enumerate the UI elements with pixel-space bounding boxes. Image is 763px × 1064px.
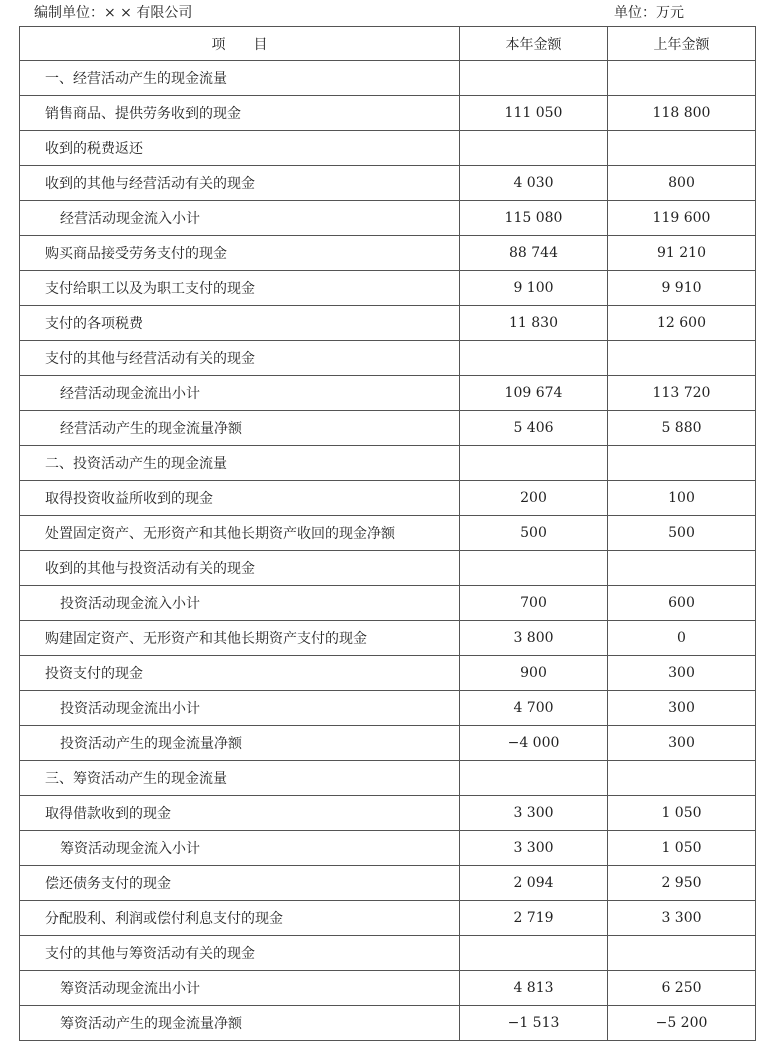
current-year-amount: 700 (460, 586, 608, 621)
table-row (20, 761, 756, 796)
previous-year-amount: 5 880 (608, 411, 756, 446)
current-year-amount: 2 719 (460, 901, 608, 936)
table-row (20, 831, 756, 866)
row-label: 取得借款收到的现金 (20, 796, 460, 831)
table-row (20, 341, 756, 376)
company-label: 编制单位：× × 有限公司 (34, 5, 193, 21)
report-header (0, 2, 763, 24)
current-year-amount: −1 513 (460, 1006, 608, 1041)
row-label: 筹资活动现金流入小计 (20, 831, 460, 866)
table-row (20, 551, 756, 586)
table-row (20, 411, 756, 446)
previous-year-amount: 300 (608, 691, 756, 726)
previous-year-amount (608, 761, 756, 796)
table-row (20, 306, 756, 341)
previous-year-amount: 1 050 (608, 796, 756, 831)
row-label: 收到的税费返还 (20, 131, 460, 166)
previous-year-amount: 12 600 (608, 306, 756, 341)
table-row (20, 866, 756, 901)
table-row (20, 796, 756, 831)
previous-year-amount (608, 936, 756, 971)
current-year-amount: 4 813 (460, 971, 608, 1006)
current-year-amount (460, 131, 608, 166)
previous-year-amount: 91 210 (608, 236, 756, 271)
current-year-amount (460, 61, 608, 96)
table-row (20, 236, 756, 271)
row-label: 投资支付的现金 (20, 656, 460, 691)
table-row (20, 96, 756, 131)
current-year-amount: 2 094 (460, 866, 608, 901)
row-label: 支付的其他与经营活动有关的现金 (20, 341, 460, 376)
current-year-amount: 500 (460, 516, 608, 551)
current-year-amount: 115 080 (460, 201, 608, 236)
table-row (20, 656, 756, 691)
row-label: 经营活动现金流出小计 (20, 376, 460, 411)
table-row (20, 376, 756, 411)
table-row (20, 131, 756, 166)
current-year-amount (460, 446, 608, 481)
previous-year-amount: 2 950 (608, 866, 756, 901)
table-header-row (20, 27, 756, 61)
row-label: 分配股利、利润或偿付利息支付的现金 (20, 901, 460, 936)
table-row (20, 516, 756, 551)
row-label: 取得投资收益所收到的现金 (20, 481, 460, 516)
current-year-amount: −4 000 (460, 726, 608, 761)
current-year-amount (460, 341, 608, 376)
previous-year-amount: 113 720 (608, 376, 756, 411)
row-label: 处置固定资产、无形资产和其他长期资产收回的现金净额 (20, 516, 460, 551)
previous-year-amount: 1 050 (608, 831, 756, 866)
previous-year-amount: −5 200 (608, 1006, 756, 1041)
column-header-previous: 上年金额 (608, 27, 756, 61)
row-label: 筹资活动产生的现金流量净额 (20, 1006, 460, 1041)
previous-year-amount (608, 131, 756, 166)
table-row (20, 726, 756, 761)
row-label: 收到的其他与投资活动有关的现金 (20, 551, 460, 586)
previous-year-amount: 119 600 (608, 201, 756, 236)
row-label: 一、经营活动产生的现金流量 (20, 61, 460, 96)
current-year-amount: 3 300 (460, 831, 608, 866)
column-header-current: 本年金额 (460, 27, 608, 61)
previous-year-amount: 100 (608, 481, 756, 516)
row-label: 购买商品接受劳务支付的现金 (20, 236, 460, 271)
current-year-amount: 4 700 (460, 691, 608, 726)
row-label: 筹资活动现金流出小计 (20, 971, 460, 1006)
row-label: 收到的其他与经营活动有关的现金 (20, 166, 460, 201)
table-row (20, 201, 756, 236)
row-label: 三、筹资活动产生的现金流量 (20, 761, 460, 796)
table-row (20, 446, 756, 481)
current-year-amount: 3 300 (460, 796, 608, 831)
table-row (20, 621, 756, 656)
previous-year-amount (608, 446, 756, 481)
previous-year-amount: 0 (608, 621, 756, 656)
row-label: 支付的其他与筹资活动有关的现金 (20, 936, 460, 971)
current-year-amount: 9 100 (460, 271, 608, 306)
previous-year-amount (608, 551, 756, 586)
table-row (20, 481, 756, 516)
previous-year-amount (608, 61, 756, 96)
table-row (20, 936, 756, 971)
previous-year-amount (608, 341, 756, 376)
previous-year-amount: 300 (608, 656, 756, 691)
row-label: 投资活动产生的现金流量净额 (20, 726, 460, 761)
table-row (20, 971, 756, 1006)
current-year-amount: 5 406 (460, 411, 608, 446)
table-row (20, 1006, 756, 1041)
row-label: 偿还债务支付的现金 (20, 866, 460, 901)
current-year-amount: 200 (460, 481, 608, 516)
previous-year-amount: 300 (608, 726, 756, 761)
current-year-amount (460, 551, 608, 586)
table-row (20, 271, 756, 306)
table-body (20, 61, 756, 1041)
column-header-item: 项 目 (20, 27, 460, 61)
previous-year-amount: 9 910 (608, 271, 756, 306)
previous-year-amount: 6 250 (608, 971, 756, 1006)
table-row (20, 586, 756, 621)
current-year-amount: 111 050 (460, 96, 608, 131)
row-label: 购建固定资产、无形资产和其他长期资产支付的现金 (20, 621, 460, 656)
previous-year-amount: 500 (608, 516, 756, 551)
current-year-amount: 109 674 (460, 376, 608, 411)
current-year-amount: 3 800 (460, 621, 608, 656)
current-year-amount (460, 761, 608, 796)
table-row (20, 166, 756, 201)
cash-flow-table (19, 26, 756, 1041)
previous-year-amount: 600 (608, 586, 756, 621)
current-year-amount: 4 030 (460, 166, 608, 201)
table-row (20, 61, 756, 96)
previous-year-amount: 118 800 (608, 96, 756, 131)
row-label: 投资活动现金流出小计 (20, 691, 460, 726)
table-row (20, 691, 756, 726)
previous-year-amount: 800 (608, 166, 756, 201)
current-year-amount (460, 936, 608, 971)
current-year-amount: 900 (460, 656, 608, 691)
current-year-amount: 11 830 (460, 306, 608, 341)
row-label: 销售商品、提供劳务收到的现金 (20, 96, 460, 131)
row-label: 投资活动现金流入小计 (20, 586, 460, 621)
row-label: 经营活动产生的现金流量净额 (20, 411, 460, 446)
row-label: 支付的各项税费 (20, 306, 460, 341)
row-label: 二、投资活动产生的现金流量 (20, 446, 460, 481)
unit-label: 单位：万元 (614, 5, 684, 21)
current-year-amount: 88 744 (460, 236, 608, 271)
previous-year-amount: 3 300 (608, 901, 756, 936)
row-label: 经营活动现金流入小计 (20, 201, 460, 236)
table-row (20, 901, 756, 936)
row-label: 支付给职工以及为职工支付的现金 (20, 271, 460, 306)
